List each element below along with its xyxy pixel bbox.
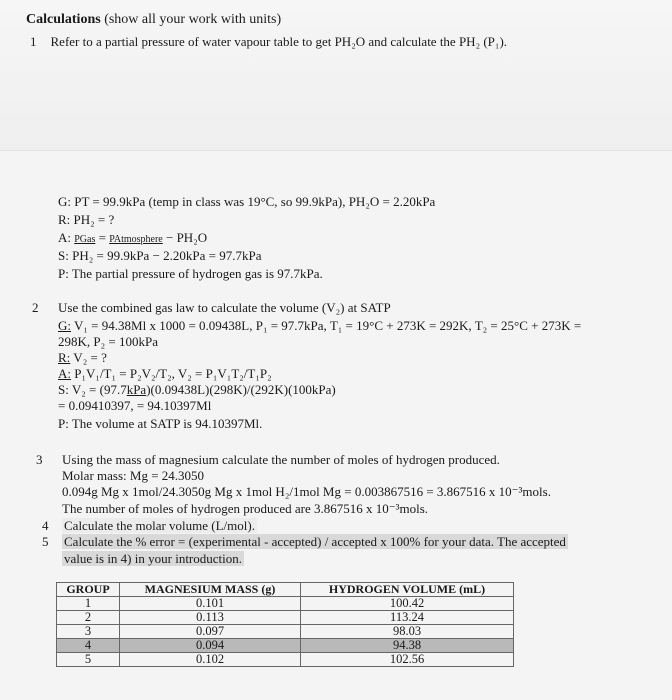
q3-calculation: 0.094g Mg x 1mol/24.3050g Mg x 1mol H₂/1mol Mg = 0.003867516 = 3.867516 x 10⁻³mols. (62, 484, 551, 499)
q3-answer: The number of moles of hydrogen produced are 3.867516 x 10⁻³mols. (62, 501, 429, 516)
cell-group: 3 (57, 625, 120, 639)
table-row (57, 653, 514, 667)
q3-molar-mass: Molar mass: Mg = 24.3050 (62, 468, 205, 483)
q5-prompt: Calculate the % error = (experimental - accepted) / accepted x 100% for your data. The accepted (64, 534, 566, 549)
cell-group: 4 (57, 639, 120, 653)
q1-given: G: PT = 99.9kPa (temp in class was 19°C, so 99.9kPa), PH₂O = 2.20kPa (58, 194, 436, 209)
q2-number: 2 (32, 300, 39, 315)
q4-number: 4 (42, 518, 49, 533)
q4-prompt: Calculate the molar volume (L/mol). (64, 518, 255, 533)
data-table (56, 582, 514, 667)
cell-group: 5 (57, 653, 120, 667)
cell-mass: 0.094 (120, 639, 301, 653)
cell-volume: 102.56 (301, 653, 514, 667)
header-magnesium-mass: MAGNESIUM MASS (g) (120, 583, 301, 597)
cell-group: 2 (57, 611, 120, 625)
page-title: Calculations (show all your work with units) (26, 12, 282, 27)
q2-paraphrase: P: The volume at SATP is 94.10397Ml. (58, 416, 263, 431)
cell-mass: 0.113 (120, 611, 301, 625)
table-row (57, 597, 514, 611)
header-hydrogen-volume: HYDROGEN VOLUME (mL) (301, 583, 514, 597)
table-header-row (57, 583, 514, 597)
header-group: GROUP (57, 583, 120, 597)
table-row (57, 625, 514, 639)
table-row (57, 611, 514, 625)
q1-paraphrase: P: The partial pressure of hydrogen gas is 97.7kPa. (58, 266, 323, 281)
cell-group: 1 (57, 597, 120, 611)
q2-solution-result: = 0.09410397, = 94.10397Ml (58, 398, 212, 413)
q3-prompt: Using the mass of magnesium calculate the number of moles of hydrogen produced. (62, 452, 500, 467)
cell-volume: 100.42 (301, 597, 514, 611)
question-1: 1 Refer to a partial pressure of water vapour table to get PH₂O and calculate the PH₂ (P₁). (30, 34, 508, 49)
q2-prompt: Use the combined gas law to calculate the volume (V₂) at SATP (58, 300, 391, 315)
q1-analysis: A: PGas = PAtmosphere − PH₂O (58, 230, 208, 245)
cell-volume: 113.24 (301, 611, 514, 625)
q5-prompt-cont: value is in 4) in your introduction. (64, 551, 243, 566)
q2-required: R: V₂ = ? (58, 350, 107, 365)
cell-volume: 98.03 (301, 625, 514, 639)
cell-mass: 0.102 (120, 653, 301, 667)
cell-mass: 0.101 (120, 597, 301, 611)
cell-mass: 0.097 (120, 625, 301, 639)
q5-number: 5 (42, 534, 49, 549)
table-row (57, 639, 514, 653)
q2-analysis: A: P₁V₁/T₁ = P₂V₂/T₂, V₂ = P₁V₁T₂/T₁P₂ (58, 366, 272, 381)
q3-number: 3 (36, 452, 43, 467)
q1-solution: S: PH₂ = 99.9kPa − 2.20kPa = 97.7kPa (58, 248, 262, 263)
q1-required: R: PH₂ = ? (58, 212, 115, 227)
cell-volume: 94.38 (301, 639, 514, 653)
q2-given-cont: 298K, P₂ = 100kPa (58, 334, 158, 349)
q2-given: G: V₁ = 94.38Ml x 1000 = 0.09438L, P₁ = 97.7kPa, T₁ = 19°C + 273K = 292K, T₂ = 25°C + 273K = (58, 318, 582, 333)
q2-solution: S: V₂ = (97.7kPa)(0.09438L)(298K)/(292K)(100kPa) (58, 382, 336, 397)
